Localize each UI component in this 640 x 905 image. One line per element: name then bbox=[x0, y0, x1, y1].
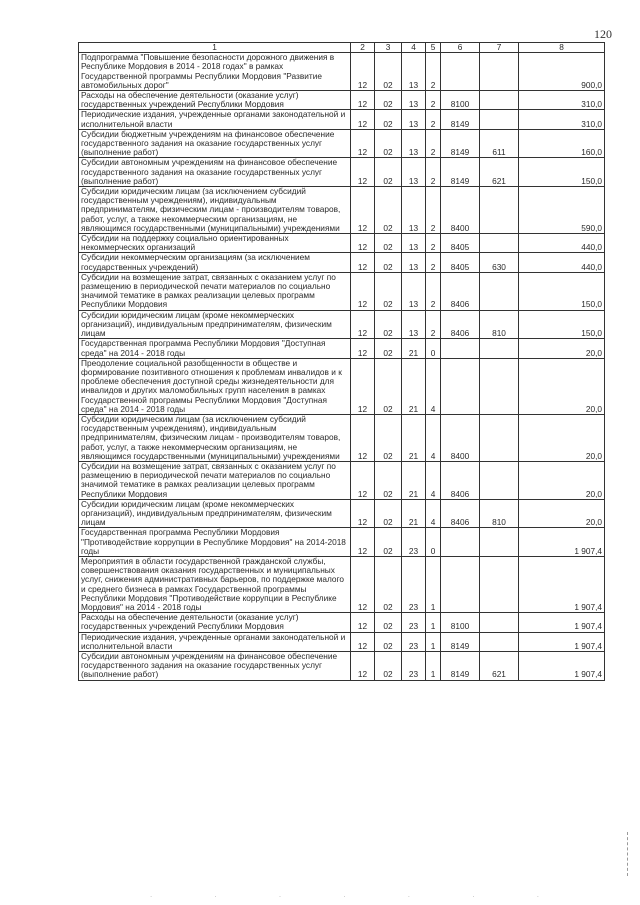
cell-c5: 1 bbox=[426, 652, 441, 681]
cell-c7 bbox=[480, 613, 519, 632]
cell-c2: 12 bbox=[351, 129, 375, 158]
cell-c2: 12 bbox=[351, 652, 375, 681]
cell-c3: 02 bbox=[375, 110, 402, 129]
cell-c3: 02 bbox=[375, 652, 402, 681]
cell-c6 bbox=[441, 53, 480, 91]
cell-c2: 12 bbox=[351, 253, 375, 272]
cell-c3: 02 bbox=[375, 358, 402, 414]
cell-c3: 02 bbox=[375, 234, 402, 253]
cell-c3: 02 bbox=[375, 461, 402, 499]
cell-c4: 21 bbox=[402, 358, 426, 414]
cell-c5: 1 bbox=[426, 556, 441, 612]
cell-name: Субсидии некоммерческим организациям (за исключением государственных учреждений) bbox=[79, 253, 351, 272]
table-body bbox=[79, 53, 605, 680]
cell-c6: 8149 bbox=[441, 652, 480, 681]
cell-c3: 02 bbox=[375, 187, 402, 234]
cell-c7 bbox=[480, 234, 519, 253]
cell-c6 bbox=[441, 339, 480, 358]
cell-c4: 13 bbox=[402, 187, 426, 234]
header-cell: 4 bbox=[402, 43, 426, 53]
cell-c7: 621 bbox=[480, 652, 519, 681]
cell-c7 bbox=[480, 187, 519, 234]
cell-c2: 12 bbox=[351, 158, 375, 187]
cell-name: Субсидии юридическим лицам (кроме некоммерческих организаций), индивидуальным предпринимателям, физическим лицам bbox=[79, 310, 351, 339]
cell-c7 bbox=[480, 358, 519, 414]
cell-amount: 20,0 bbox=[519, 414, 605, 461]
cell-amount: 1 907,4 bbox=[519, 613, 605, 632]
table-row bbox=[79, 528, 605, 557]
cell-amount: 20,0 bbox=[519, 499, 605, 528]
cell-c7 bbox=[480, 556, 519, 612]
cell-name: Подпрограмма "Повышение безопасности дорожного движения в Республике Мордовия в 2014 - 2018 годах" в рамках Государственной программы Республики Мордовия "Развитие автомобильных дорог" bbox=[79, 53, 351, 91]
cell-c6: 8405 bbox=[441, 234, 480, 253]
cell-c4: 21 bbox=[402, 461, 426, 499]
cell-c6: 8406 bbox=[441, 272, 480, 310]
cell-c6: 8149 bbox=[441, 110, 480, 129]
cell-name: Расходы на обеспечение деятельности (оказание услуг) государственных учреждений Республики Мордовия bbox=[79, 613, 351, 632]
cell-c6: 8405 bbox=[441, 253, 480, 272]
table-row bbox=[79, 187, 605, 234]
cell-c6: 8100 bbox=[441, 91, 480, 110]
cell-c7 bbox=[480, 461, 519, 499]
cell-c2: 12 bbox=[351, 310, 375, 339]
header-cell: 8 bbox=[519, 43, 605, 53]
cell-c7 bbox=[480, 272, 519, 310]
table-row bbox=[79, 129, 605, 158]
cell-c5: 2 bbox=[426, 272, 441, 310]
header-cell: 5 bbox=[426, 43, 441, 53]
cell-c6: 8149 bbox=[441, 632, 480, 651]
table-row bbox=[79, 556, 605, 612]
header-cell: 7 bbox=[480, 43, 519, 53]
cell-amount: 150,0 bbox=[519, 272, 605, 310]
cell-c3: 02 bbox=[375, 272, 402, 310]
cell-c5: 4 bbox=[426, 499, 441, 528]
cell-c3: 02 bbox=[375, 339, 402, 358]
cell-c4: 13 bbox=[402, 158, 426, 187]
cell-c6: 8406 bbox=[441, 499, 480, 528]
cell-c3: 02 bbox=[375, 528, 402, 557]
header-cell: 1 bbox=[79, 43, 351, 53]
cell-c2: 12 bbox=[351, 272, 375, 310]
cell-c2: 12 bbox=[351, 234, 375, 253]
cell-c3: 02 bbox=[375, 632, 402, 651]
cell-c5: 2 bbox=[426, 187, 441, 234]
table-row bbox=[79, 272, 605, 310]
cell-c6: 8406 bbox=[441, 461, 480, 499]
cell-c4: 13 bbox=[402, 129, 426, 158]
cell-c4: 13 bbox=[402, 253, 426, 272]
cell-name: Преодоление социальной разобщенности в обществе и формирование позитивного отношения к проблемам инвалидов и к проблеме обеспечения доступной среды жизнедеятельности для инвалидов и других маломобильных групп населения в рамках Государственной программы Республики Мордовия "Доступная среда" на 2014 - 2018 годы bbox=[79, 358, 351, 414]
cell-amount: 440,0 bbox=[519, 253, 605, 272]
cell-c2: 12 bbox=[351, 414, 375, 461]
cell-name: Субсидии автономным учреждениям на финансовое обеспечение государственного задания на оказание государственных услуг (выполнение работ) bbox=[79, 652, 351, 681]
cell-c5: 1 bbox=[426, 632, 441, 651]
cell-name: Субсидии юридическим лицам (за исключением субсидий государственным учреждениям), индивидуальным предпринимателям, физическим лицам - производителям товаров, работ, услуг, а также некоммерческим организациям, не являющимся государственными (муниципальными) учреждениями bbox=[79, 187, 351, 234]
cell-amount: 20,0 bbox=[519, 461, 605, 499]
header-cell: 6 bbox=[441, 43, 480, 53]
cell-c4: 23 bbox=[402, 652, 426, 681]
cell-name: Государственная программа Республики Мордовия "Противодействие коррупции в Республике Мордовия" на 2014-2018 годы bbox=[79, 528, 351, 557]
cell-c6: 8400 bbox=[441, 414, 480, 461]
cell-c3: 02 bbox=[375, 556, 402, 612]
cell-c5: 0 bbox=[426, 528, 441, 557]
cell-c5: 2 bbox=[426, 110, 441, 129]
cell-c4: 13 bbox=[402, 310, 426, 339]
header-cell: 3 bbox=[375, 43, 402, 53]
table-row bbox=[79, 234, 605, 253]
cell-c4: 23 bbox=[402, 556, 426, 612]
table-row bbox=[79, 158, 605, 187]
cell-c2: 12 bbox=[351, 53, 375, 91]
cell-c5: 4 bbox=[426, 358, 441, 414]
margin-mark bbox=[627, 832, 629, 876]
cell-c3: 02 bbox=[375, 613, 402, 632]
cell-c5: 2 bbox=[426, 234, 441, 253]
table-row bbox=[79, 632, 605, 651]
cell-c4: 13 bbox=[402, 234, 426, 253]
cell-c2: 12 bbox=[351, 613, 375, 632]
cell-c2: 12 bbox=[351, 358, 375, 414]
cell-name: Субсидии юридическим лицам (за исключением субсидий государственным учреждениям), индивидуальным предпринимателям, физическим лицам - производителям товаров, работ, услуг, а также некоммерческим организациям, не являющимся государственными (муниципальными) учреждениями bbox=[79, 414, 351, 461]
cell-amount: 150,0 bbox=[519, 310, 605, 339]
cell-c2: 12 bbox=[351, 499, 375, 528]
cell-c6: 8149 bbox=[441, 129, 480, 158]
cell-c6: 8100 bbox=[441, 613, 480, 632]
cell-c6: 8149 bbox=[441, 158, 480, 187]
cell-c5: 2 bbox=[426, 53, 441, 91]
cell-c2: 12 bbox=[351, 556, 375, 612]
cell-amount: 150,0 bbox=[519, 158, 605, 187]
cell-c3: 02 bbox=[375, 499, 402, 528]
cell-c3: 02 bbox=[375, 53, 402, 91]
cell-name: Мероприятия в области государственной гражданской службы, совершенствования оказания государственных и муниципальных услуг, снижения административных барьеров, по поддержке малого и среднего бизнеса в рамках Государственной программы Республики Мордовия "Противодействие коррупции в Республике Мордовия" на 2014 - 2018 годы bbox=[79, 556, 351, 612]
cell-c7: 621 bbox=[480, 158, 519, 187]
cell-c5: 2 bbox=[426, 310, 441, 339]
page-number: 120 bbox=[594, 27, 612, 41]
cell-c5: 1 bbox=[426, 613, 441, 632]
cell-c3: 02 bbox=[375, 414, 402, 461]
cell-c3: 02 bbox=[375, 253, 402, 272]
cell-c7 bbox=[480, 632, 519, 651]
cell-c5: 2 bbox=[426, 129, 441, 158]
cell-c3: 02 bbox=[375, 310, 402, 339]
cell-name: Субсидии автономным учреждениям на финансовое обеспечение государственного задания на оказание государственных услуг (выполнение работ) bbox=[79, 158, 351, 187]
cell-name: Периодические издания, учрежденные органами законодательной и исполнительной власти bbox=[79, 110, 351, 129]
table-row bbox=[79, 310, 605, 339]
cell-c4: 13 bbox=[402, 110, 426, 129]
cell-c4: 21 bbox=[402, 499, 426, 528]
cell-c5: 2 bbox=[426, 91, 441, 110]
cell-c2: 12 bbox=[351, 91, 375, 110]
cell-c7: 611 bbox=[480, 129, 519, 158]
cell-c6 bbox=[441, 556, 480, 612]
table-row bbox=[79, 339, 605, 358]
cell-c2: 12 bbox=[351, 187, 375, 234]
cell-amount: 1 907,4 bbox=[519, 652, 605, 681]
scan-dots: · · · · · · · bbox=[150, 893, 569, 901]
cell-name: Государственная программа Республики Мордовия "Доступная среда" на 2014 - 2018 годы bbox=[79, 339, 351, 358]
cell-amount: 900,0 bbox=[519, 53, 605, 91]
cell-name: Расходы на обеспечение деятельности (оказание услуг) государственных учреждений Республики Мордовия bbox=[79, 91, 351, 110]
cell-c2: 12 bbox=[351, 110, 375, 129]
header-row bbox=[79, 43, 605, 53]
cell-c7: 630 bbox=[480, 253, 519, 272]
cell-c5: 2 bbox=[426, 158, 441, 187]
cell-c4: 21 bbox=[402, 414, 426, 461]
cell-amount: 310,0 bbox=[519, 91, 605, 110]
budget-table bbox=[78, 42, 605, 681]
cell-amount: 1 907,4 bbox=[519, 632, 605, 651]
table-row bbox=[79, 53, 605, 91]
cell-c3: 02 bbox=[375, 129, 402, 158]
cell-c7 bbox=[480, 528, 519, 557]
header-cell: 2 bbox=[351, 43, 375, 53]
cell-c5: 4 bbox=[426, 461, 441, 499]
cell-c4: 13 bbox=[402, 53, 426, 91]
cell-c6 bbox=[441, 528, 480, 557]
table-row bbox=[79, 499, 605, 528]
cell-amount: 590,0 bbox=[519, 187, 605, 234]
cell-c2: 12 bbox=[351, 461, 375, 499]
cell-amount: 1 907,4 bbox=[519, 528, 605, 557]
table-row bbox=[79, 358, 605, 414]
cell-c7: 810 bbox=[480, 499, 519, 528]
cell-c2: 12 bbox=[351, 632, 375, 651]
cell-amount: 440,0 bbox=[519, 234, 605, 253]
cell-c5: 0 bbox=[426, 339, 441, 358]
table-row bbox=[79, 253, 605, 272]
cell-c7 bbox=[480, 110, 519, 129]
table-row bbox=[79, 461, 605, 499]
cell-c7 bbox=[480, 339, 519, 358]
table-row bbox=[79, 91, 605, 110]
cell-c3: 02 bbox=[375, 158, 402, 187]
cell-c6: 8406 bbox=[441, 310, 480, 339]
cell-c2: 12 bbox=[351, 528, 375, 557]
cell-amount: 20,0 bbox=[519, 358, 605, 414]
cell-name: Субсидии бюджетным учреждениям на финансовое обеспечение государственного задания на оказание государственных услуг (выполнение работ) bbox=[79, 129, 351, 158]
cell-c7: 810 bbox=[480, 310, 519, 339]
cell-c6 bbox=[441, 358, 480, 414]
cell-c7 bbox=[480, 91, 519, 110]
cell-c4: 13 bbox=[402, 91, 426, 110]
cell-c3: 02 bbox=[375, 91, 402, 110]
cell-name: Субсидии на возмещение затрат, связанных с оказанием услуг по размещению в периодической печати материалов по социально значимой тематике в рамках реализации целевых программ Республики Мордовия bbox=[79, 272, 351, 310]
cell-c4: 23 bbox=[402, 632, 426, 651]
cell-c6: 8400 bbox=[441, 187, 480, 234]
cell-name: Субсидии на поддержку социально ориентированных некоммерческих организаций bbox=[79, 234, 351, 253]
cell-c2: 12 bbox=[351, 339, 375, 358]
cell-amount: 160,0 bbox=[519, 129, 605, 158]
cell-name: Периодические издания, учрежденные органами законодательной и исполнительной власти bbox=[79, 632, 351, 651]
table-row bbox=[79, 613, 605, 632]
cell-c7 bbox=[480, 53, 519, 91]
cell-c4: 13 bbox=[402, 272, 426, 310]
table-row bbox=[79, 110, 605, 129]
cell-c4: 23 bbox=[402, 613, 426, 632]
cell-c5: 4 bbox=[426, 414, 441, 461]
cell-c7 bbox=[480, 414, 519, 461]
cell-name: Субсидии юридическим лицам (кроме некоммерческих организаций), индивидуальным предпринимателям, физическим лицам bbox=[79, 499, 351, 528]
cell-amount: 310,0 bbox=[519, 110, 605, 129]
cell-name: Субсидии на возмещение затрат, связанных с оказанием услуг по размещению в периодической печати материалов по социально значимой тематике в рамках реализации целевых программ Республики Мордовия bbox=[79, 461, 351, 499]
cell-c5: 2 bbox=[426, 253, 441, 272]
table-row bbox=[79, 652, 605, 681]
cell-amount: 1 907,4 bbox=[519, 556, 605, 612]
table-row bbox=[79, 414, 605, 461]
cell-c4: 21 bbox=[402, 339, 426, 358]
cell-amount: 20,0 bbox=[519, 339, 605, 358]
cell-c4: 23 bbox=[402, 528, 426, 557]
